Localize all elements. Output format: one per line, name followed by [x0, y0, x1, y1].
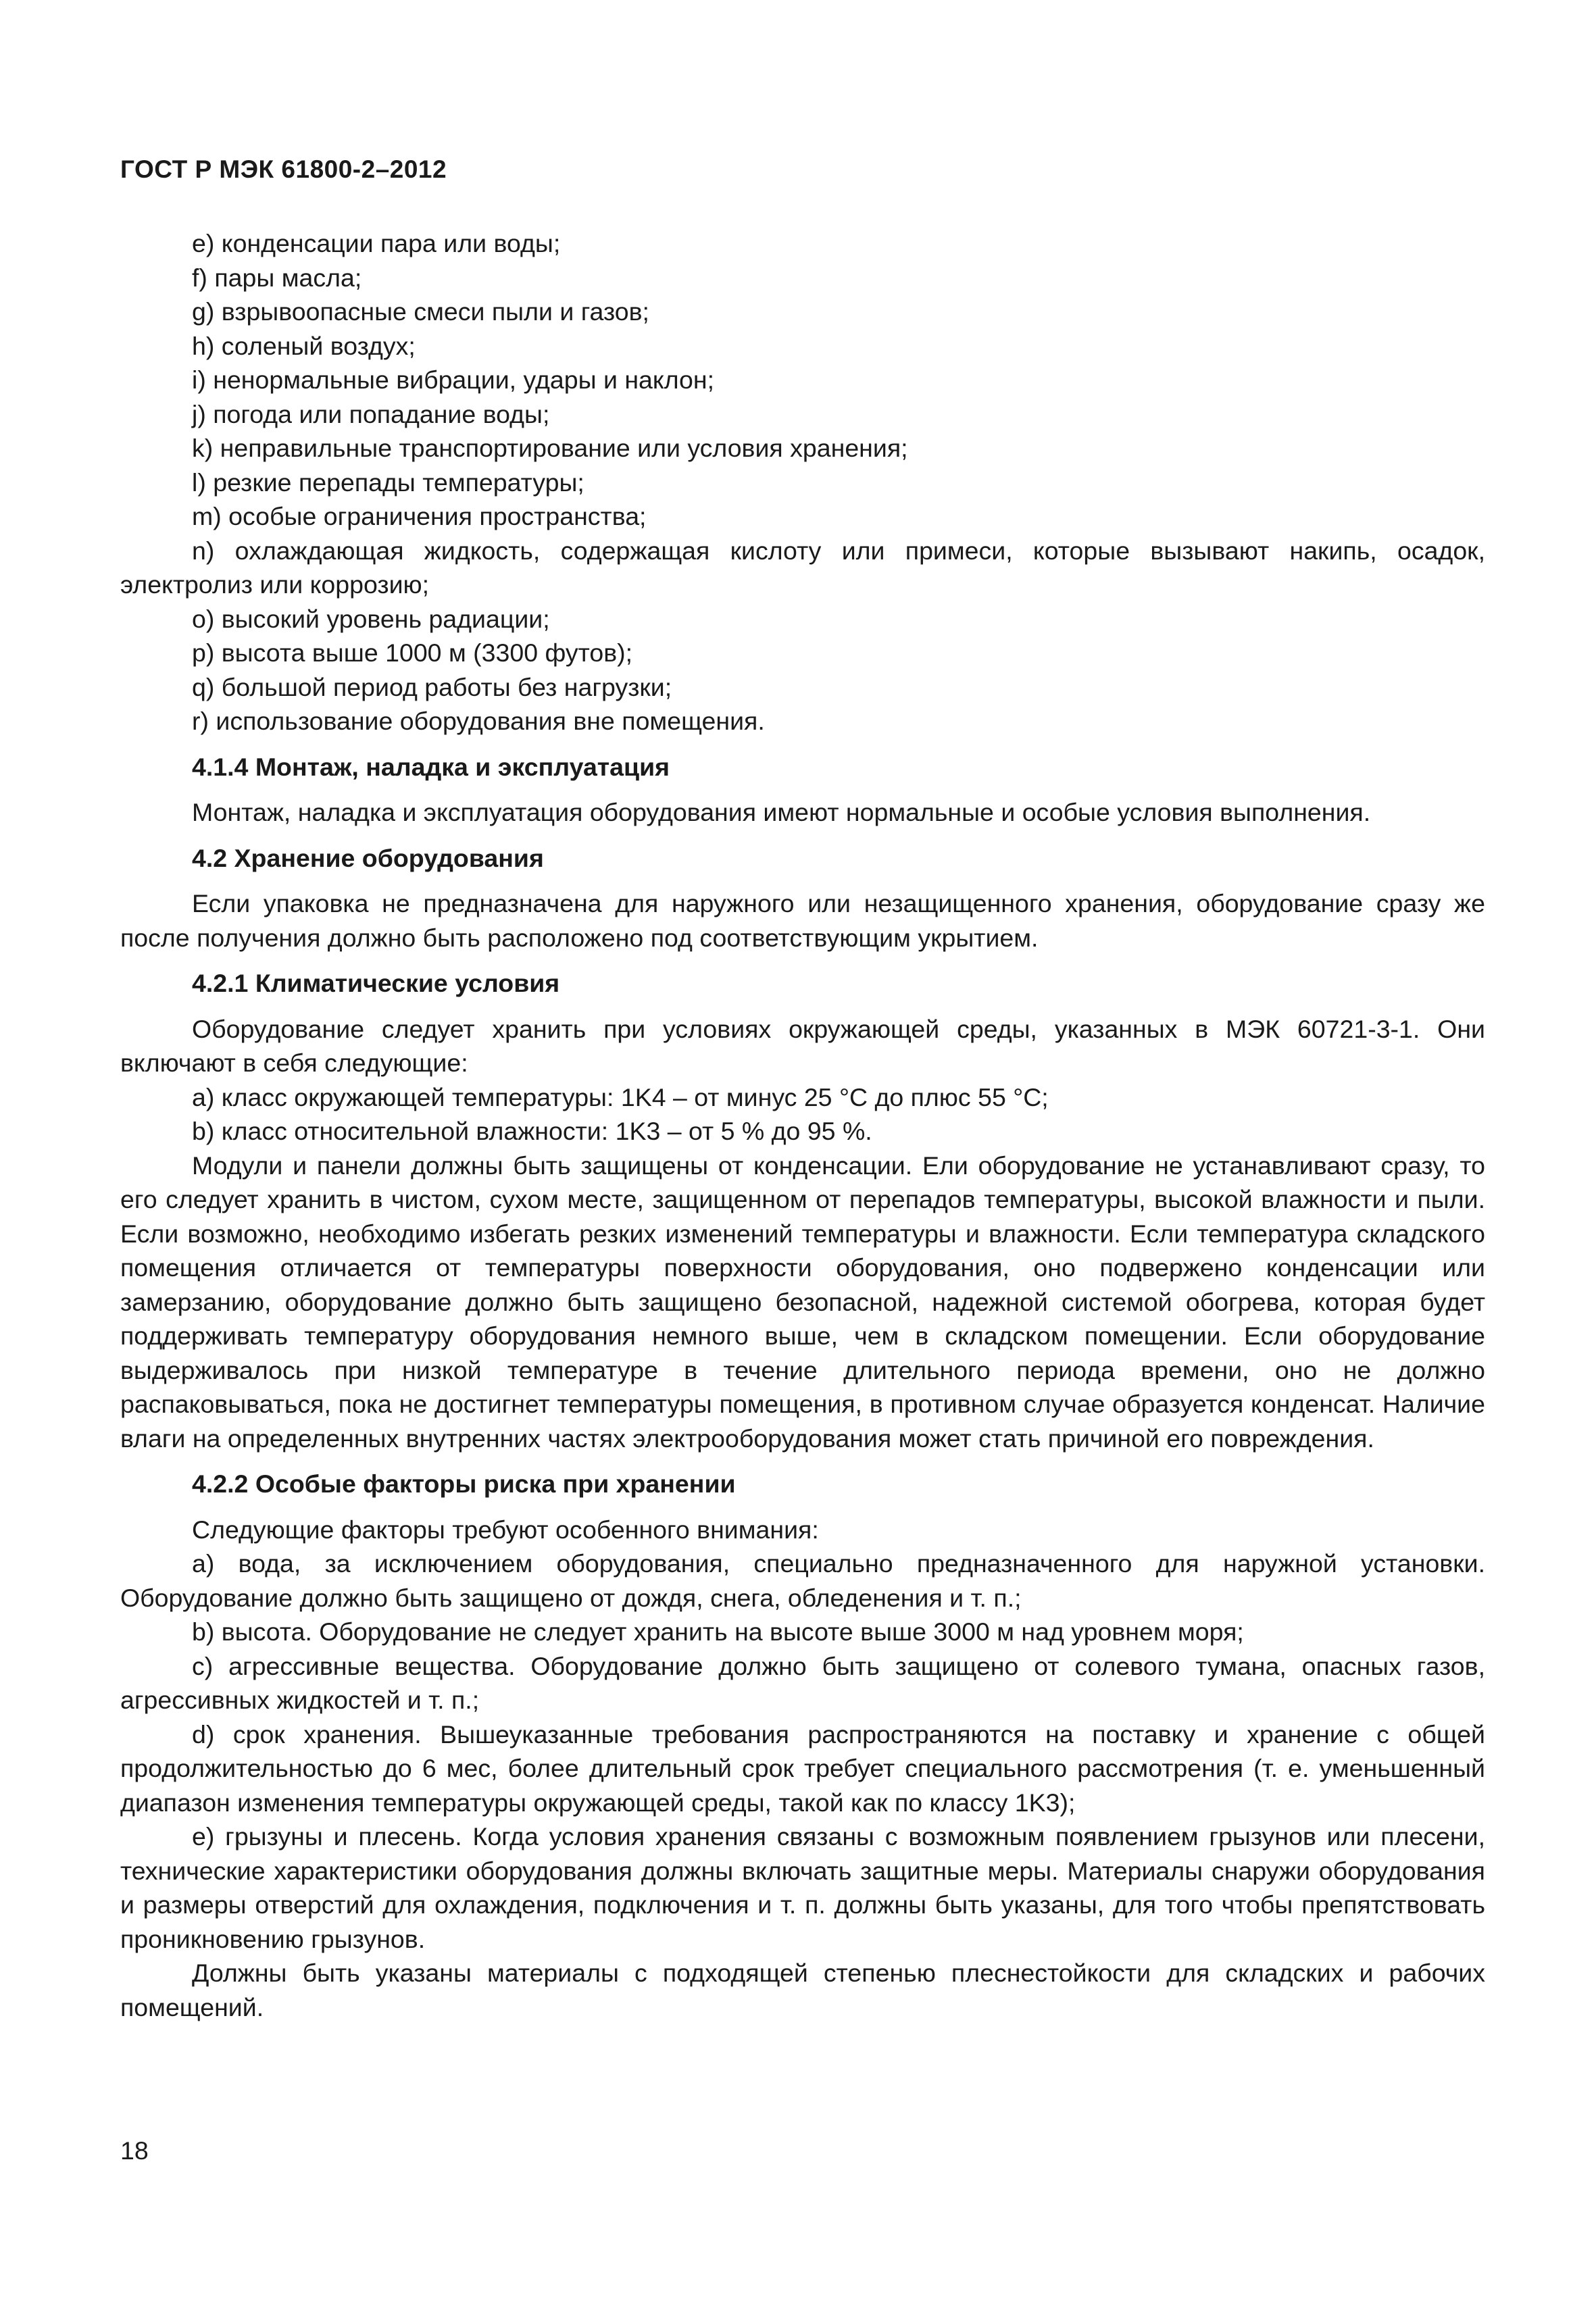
list-item: d) срок хранения. Вышеуказанные требования распространяются на поставку и хранение с общей продолжительностью до 6 мес, более длительный срок требует специального рассмотрения (т. е. уменьшенный диапазон изменения температуры окружающей среды, такой как по классу 1K3); — [120, 1719, 1485, 1817]
page-number: 18 — [120, 2136, 149, 2165]
section-heading-4-1-4: 4.1.4 Монтаж, наладка и эксплуатация — [192, 752, 670, 781]
list-item: а) вода, за исключением оборудования, специально предназначенного для наружной установки. Оборудование должно быть защищено от дождя, снега, обледенения и т. п.; — [120, 1549, 1485, 1612]
section-heading-4-2: 4.2 Хранение оборудования — [192, 843, 544, 872]
paragraph: Модули и панели должны быть защищены от конденсации. Ели оборудование не устанавливают сразу, то его следует хранить в чистом, сухом месте, защищенном от перепадов температуры, высокой влажности и пыли. Если возможно, необходимо избегать резких изменений температуры и влажности. Если температура складского помещения отличается от температуры поверхности оборудования, оно подвержено конденсации или замерзанию, оборудование должно быть защищено безопасной, надежной системой обогрева, которая будет поддерживать температуру оборудования немного выше, чем в складском помещении. Если оборудование выдерживалось при низкой температуре в течение длительного периода времени, оно не должно распаковываться, пока не достигнет температуры помещения, в противном случае образуется конденсат. Наличие влаги на определенных внутренних частях электрооборудования может стать причиной его повреждения. — [120, 1151, 1485, 1453]
list-item: j) погода или попадание воды; — [192, 399, 550, 428]
paragraph: Должны быть указаны материалы с подходящей степенью плеснестойкости для складских и рабочих помещений. — [120, 1959, 1485, 2021]
list-item: e) грызуны и плесень. Когда условия хранения связаны с возможным появлением грызунов или плесени, технические характеристики оборудования должны включать защитные меры. Материалы снаружи оборудования и размеры отверстий для охлаждения, подключения и т. п. должны быть указаны, для того чтобы препятствовать проникновению грызунов. — [120, 1822, 1485, 1953]
document-header: ГОСТ Р МЭК 61800-2–2012 — [120, 155, 447, 183]
section-heading-4-2-1: 4.2.1 Климатические условия — [192, 969, 560, 997]
paragraph: Монтаж, наладка и эксплуатация оборудования имеют нормальные и особые условия выполнения. — [192, 798, 1371, 826]
paragraph: Следующие факторы требуют особенного внимания: — [192, 1515, 819, 1544]
list-item: c) агрессивные вещества. Оборудование должно быть защищено от солевого тумана, опасных газов, агрессивных жидкостей и т. п.; — [120, 1651, 1485, 1714]
list-item: i) ненормальные вибрации, удары и наклон; — [192, 366, 714, 394]
list-item: e) конденсации пара или воды; — [192, 229, 561, 257]
list-item: a) класс окружающей температуры: 1K4 – от минус 25 °С до плюс 55 °С; — [192, 1082, 1049, 1111]
list-item: h) соленый воздух; — [192, 331, 416, 360]
paragraph: Если упаковка не предназначена для наружного или незащищенного хранения, оборудование сразу же после получения должно быть расположено под соответствующим укрытием. — [120, 889, 1485, 952]
list-item: r) использование оборудования вне помещения. — [192, 707, 765, 735]
list-item: g) взрывоопасные смеси пыли и газов; — [192, 297, 649, 326]
list-item: l) резкие перепады температуры; — [192, 468, 584, 497]
list-item: b) класс относительной влажности: 1K3 – от 5 % до 95 %. — [192, 1117, 872, 1145]
list-item: f) пары масла; — [192, 263, 362, 292]
list-item: m) особые ограничения пространства; — [192, 502, 647, 530]
list-item: o) высокий уровень радиации; — [192, 604, 550, 633]
document-body — [120, 226, 1485, 2024]
list-item: k) неправильные транспортирование или условия хранения; — [192, 434, 908, 462]
paragraph: Оборудование следует хранить при условиях окружающей среды, указанных в МЭК 60721-3-1. Они включают в себя следующие: — [120, 1014, 1485, 1077]
list-item: p) высота выше 1000 м (3300 футов); — [192, 638, 633, 667]
list-item: q) большой период работы без нагрузки; — [192, 672, 672, 701]
section-heading-4-2-2: 4.2.2 Особые факторы риска при хранении — [192, 1469, 736, 1498]
list-item: n) охлаждающая жидкость, содержащая кислоту или примеси, которые вызывают накипь, осадок, электролиз или коррозию; — [120, 536, 1485, 599]
list-item: b) высота. Оборудование не следует хранить на высоте выше 3000 м над уровнем моря; — [192, 1617, 1244, 1646]
